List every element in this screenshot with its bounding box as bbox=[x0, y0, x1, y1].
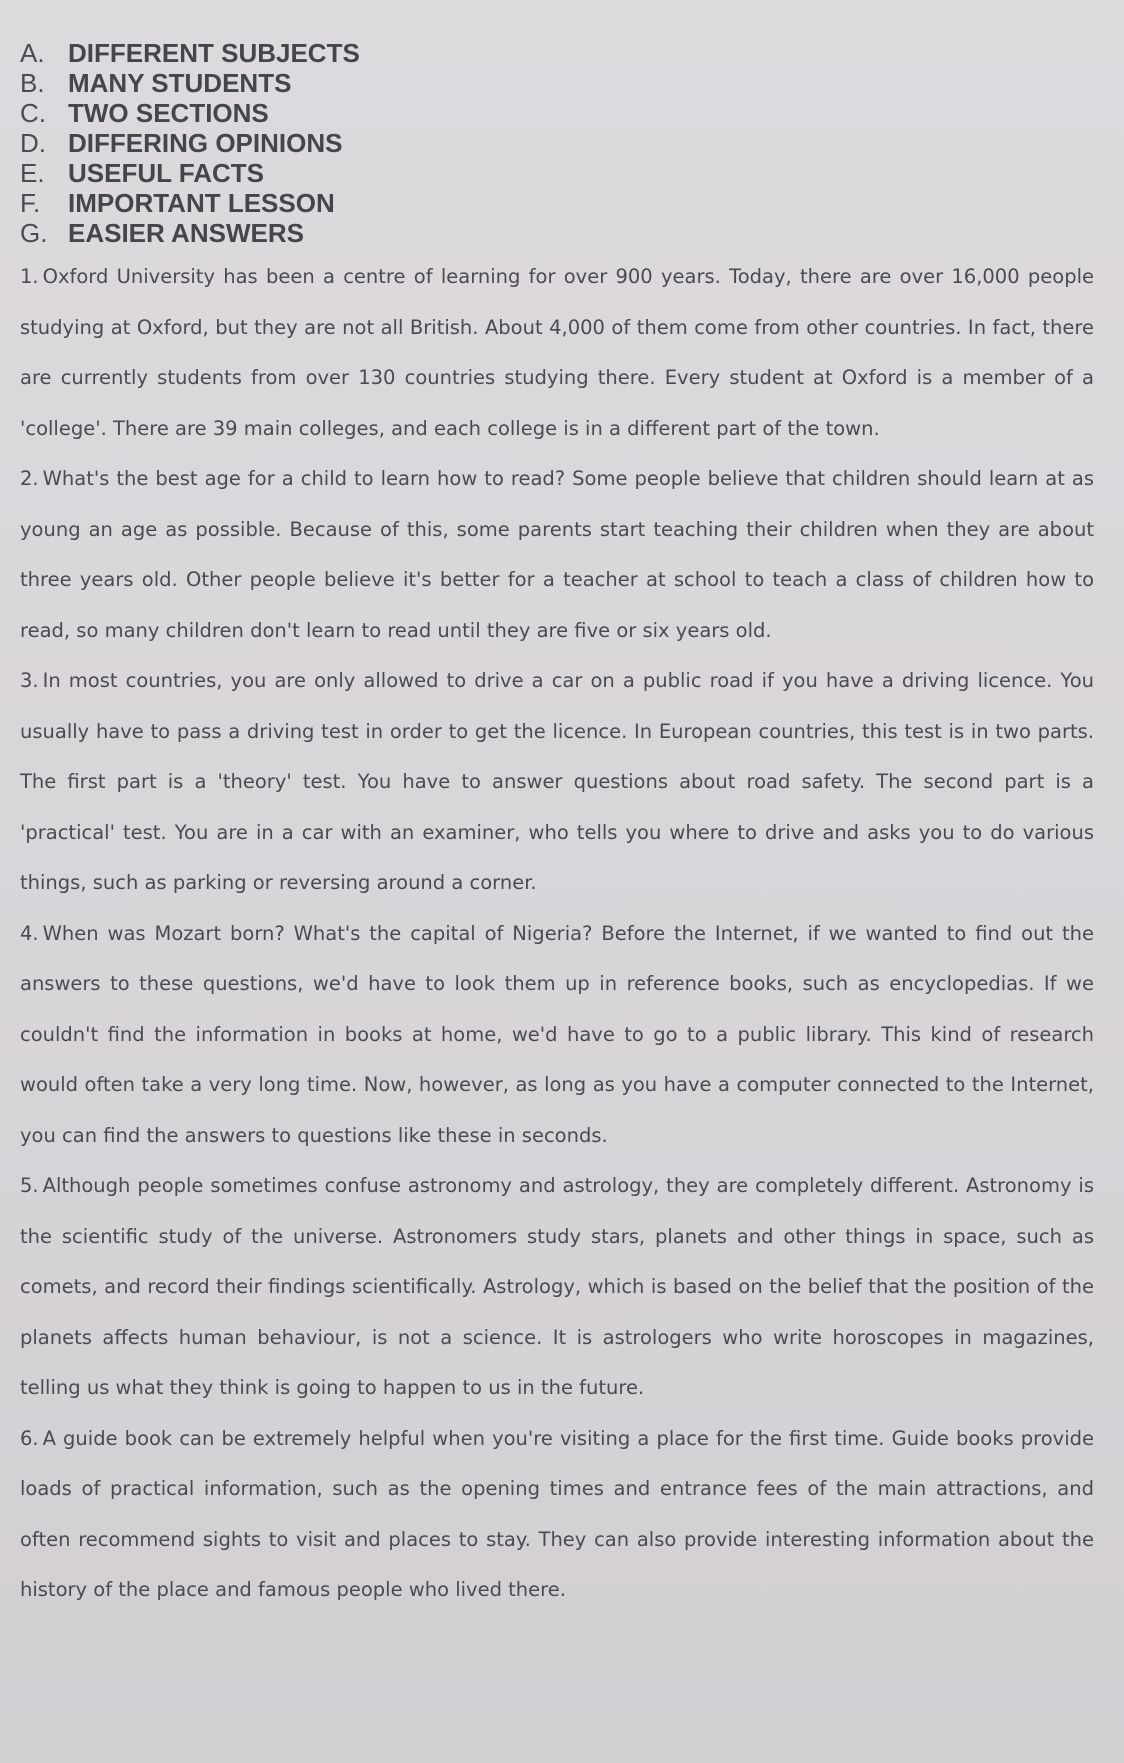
heading-text: IMPORTANT LESSON bbox=[68, 188, 335, 218]
heading-text: EASIER ANSWERS bbox=[68, 218, 304, 248]
heading-letter: F. bbox=[20, 188, 41, 218]
heading-text: DIFFERING OPINIONS bbox=[68, 128, 343, 158]
heading-letter: A. bbox=[20, 38, 45, 68]
passage-text: When was Mozart born? What's the capital of Nigeria? Before the Internet, if we wanted to find out the answers to these questions, we'd have to look them up in reference books, such as encyclopedias. If we couldn't find the information in books at home, we'd have to go to a public library. This kind of research would often take a very long time. Now, however, as long as you have a computer connected to the Internet, you can find the answers to questions like these in seconds. bbox=[20, 921, 1094, 1147]
heading-letter: B. bbox=[20, 68, 45, 98]
passage-number: 1. bbox=[20, 265, 39, 288]
heading-text: MANY STUDENTS bbox=[68, 68, 292, 98]
passage bbox=[20, 656, 1094, 909]
passages-section bbox=[20, 252, 1094, 1616]
passage bbox=[20, 454, 1094, 656]
heading-letter: C. bbox=[20, 98, 46, 128]
passage-text: Although people sometimes confuse astronomy and astrology, they are completely different. Astronomy is the scientific study of the universe. Astronomers study stars, planets and other things in space, such as comets, and record their findings scientifically. Astrology, which is based on the belief that the position of the planets affects human behaviour, is not a science. It is astrologers who write horoscopes in magazines, telling us what they think is going to happen to us in the future. bbox=[20, 1174, 1094, 1399]
passage-text: In most countries, you are only allowed to drive a car on a public road if you have a driving licence. You usually have to pass a driving test in order to get the licence. In European countries, this test is in two parts. The first part is a 'theory' test. You have to answer questions about road safety. The second part is a 'practical' test. You are in a car with an examiner, who tells you where to drive and asks you to do various things, such as parking or reversing around a corner. bbox=[20, 669, 1094, 894]
passage-text: Oxford University has been a centre of learning for over 900 years. Today, there are over 16,000 people studying at Oxford, but they are not all British. About 4,000 of them come from other countries. In fact, there are currently students from over 130 countries studying there. Every student at Oxford is a member of a 'college'. There are 39 main colleges, and each college is in a different part of the town. bbox=[20, 265, 1094, 440]
heading-letter: D. bbox=[20, 128, 46, 158]
passage bbox=[20, 1414, 1094, 1616]
heading-option bbox=[20, 98, 1094, 128]
heading-option bbox=[20, 158, 1094, 188]
passage bbox=[20, 1161, 1094, 1414]
heading-text: TWO SECTIONS bbox=[68, 98, 269, 128]
heading-text: DIFFERENT SUBJECTS bbox=[68, 38, 360, 68]
passage-number: 3. bbox=[20, 669, 39, 692]
passage bbox=[20, 252, 1094, 454]
heading-option bbox=[20, 128, 1094, 158]
heading-letter: G. bbox=[20, 218, 48, 248]
heading-option bbox=[20, 188, 1094, 218]
passage-text: A guide book can be extremely helpful when you're visiting a place for the first time. Guide books provide loads of practical information, such as the opening times and entrance fees of the main attractions, and often recommend sights to visit and places to stay. They can also provide interesting information about the history of the place and famous people who lived there. bbox=[20, 1426, 1094, 1601]
heading-options-list bbox=[20, 38, 1094, 248]
passage bbox=[20, 909, 1094, 1162]
heading-option bbox=[20, 38, 1094, 68]
passage-number: 5. bbox=[20, 1174, 39, 1197]
heading-option bbox=[20, 68, 1094, 98]
passage-number: 2. bbox=[20, 467, 39, 490]
passage-number: 4. bbox=[20, 921, 39, 945]
heading-letter: E. bbox=[20, 158, 45, 188]
heading-option bbox=[20, 218, 1094, 248]
passage-text: What's the best age for a child to learn how to read? Some people believe that children should learn at as young an age as possible. Because of this, some parents start teaching their children when they are about three years old. Other people believe it's better for a teacher at school to teach a class of children how to read, so many children don't learn to read until they are five or six years old. bbox=[20, 467, 1094, 642]
heading-text: USEFUL FACTS bbox=[68, 158, 264, 188]
passage-number: 6. bbox=[20, 1426, 39, 1450]
